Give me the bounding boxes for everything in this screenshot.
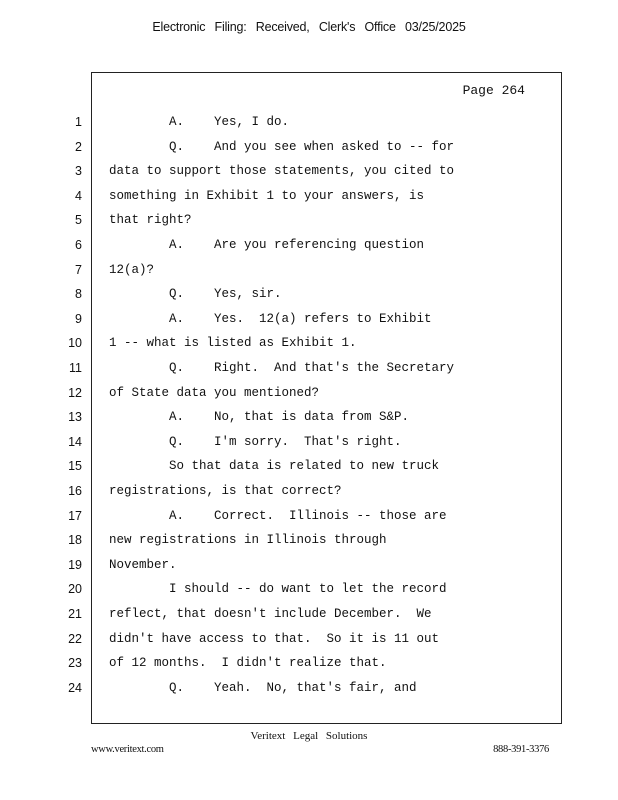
transcript-line: 12(a)? xyxy=(109,263,155,277)
footer-website: www.veritext.com xyxy=(91,744,164,755)
transcript-line: something in Exhibit 1 to your answers, is xyxy=(109,189,425,203)
line-number: 4 xyxy=(75,189,82,203)
line-number: 7 xyxy=(75,263,82,277)
transcript-line: I should -- do want to let the record xyxy=(109,582,447,596)
line-number: 13 xyxy=(68,410,82,424)
line-number: 9 xyxy=(75,312,82,326)
transcript-line: A. Yes, I do. xyxy=(109,115,290,129)
line-number: 12 xyxy=(68,386,82,400)
transcript-line: 1 -- what is listed as Exhibit 1. xyxy=(109,336,357,350)
filing-stamp: Electronic Filing: Received, Clerk's Office 03/25/2025 xyxy=(152,20,466,34)
transcript-line: A. Are you referencing question xyxy=(109,238,425,252)
line-number: 21 xyxy=(68,607,82,621)
line-number: 11 xyxy=(69,361,82,375)
line-number: 8 xyxy=(75,287,82,301)
footer-phone: 888-391-3376 xyxy=(493,744,549,755)
transcript-line: A. Yes. 12(a) refers to Exhibit xyxy=(109,312,432,326)
transcript-line: So that data is related to new truck xyxy=(109,459,440,473)
line-number: 22 xyxy=(68,632,82,646)
line-number: 18 xyxy=(68,533,82,547)
transcript-line: Q. I'm sorry. That's right. xyxy=(109,435,402,449)
transcript-line: registrations, is that correct? xyxy=(109,484,342,498)
transcript-line: Q. And you see when asked to -- for xyxy=(109,140,455,154)
transcript-line: Q. Yes, sir. xyxy=(109,287,282,301)
transcript-line: A. Correct. Illinois -- those are xyxy=(109,509,447,523)
transcript-line: A. No, that is data from S&P. xyxy=(109,410,410,424)
line-number: 23 xyxy=(68,656,82,670)
line-number: 20 xyxy=(68,582,82,596)
transcript-line: new registrations in Illinois through xyxy=(109,533,387,547)
line-number: 2 xyxy=(75,140,82,154)
page-number: Page 264 xyxy=(462,83,525,98)
line-number: 17 xyxy=(68,509,82,523)
line-number: 14 xyxy=(68,435,82,449)
line-number: 1 xyxy=(75,115,82,129)
transcript-line: data to support those statements, you cited to xyxy=(109,164,455,178)
line-number: 16 xyxy=(68,484,82,498)
transcript-line: reflect, that doesn't include December. We xyxy=(109,607,432,621)
line-number: 15 xyxy=(68,459,82,473)
transcript-line: Q. Right. And that's the Secretary xyxy=(109,361,455,375)
line-number: 6 xyxy=(75,238,82,252)
footer-company: Veritext Legal Solutions xyxy=(250,730,368,742)
transcript-line: November. xyxy=(109,558,177,572)
transcript-line: that right? xyxy=(109,213,192,227)
line-number: 3 xyxy=(75,164,82,178)
transcript-line: of State data you mentioned? xyxy=(109,386,320,400)
transcript-line: didn't have access to that. So it is 11 out xyxy=(109,632,440,646)
transcript-line: Q. Yeah. No, that's fair, and xyxy=(109,681,417,695)
line-number: 24 xyxy=(68,681,82,695)
line-number: 5 xyxy=(75,213,82,227)
transcript-line: of 12 months. I didn't realize that. xyxy=(109,656,387,670)
line-number: 19 xyxy=(68,558,82,572)
line-number: 10 xyxy=(68,336,82,350)
